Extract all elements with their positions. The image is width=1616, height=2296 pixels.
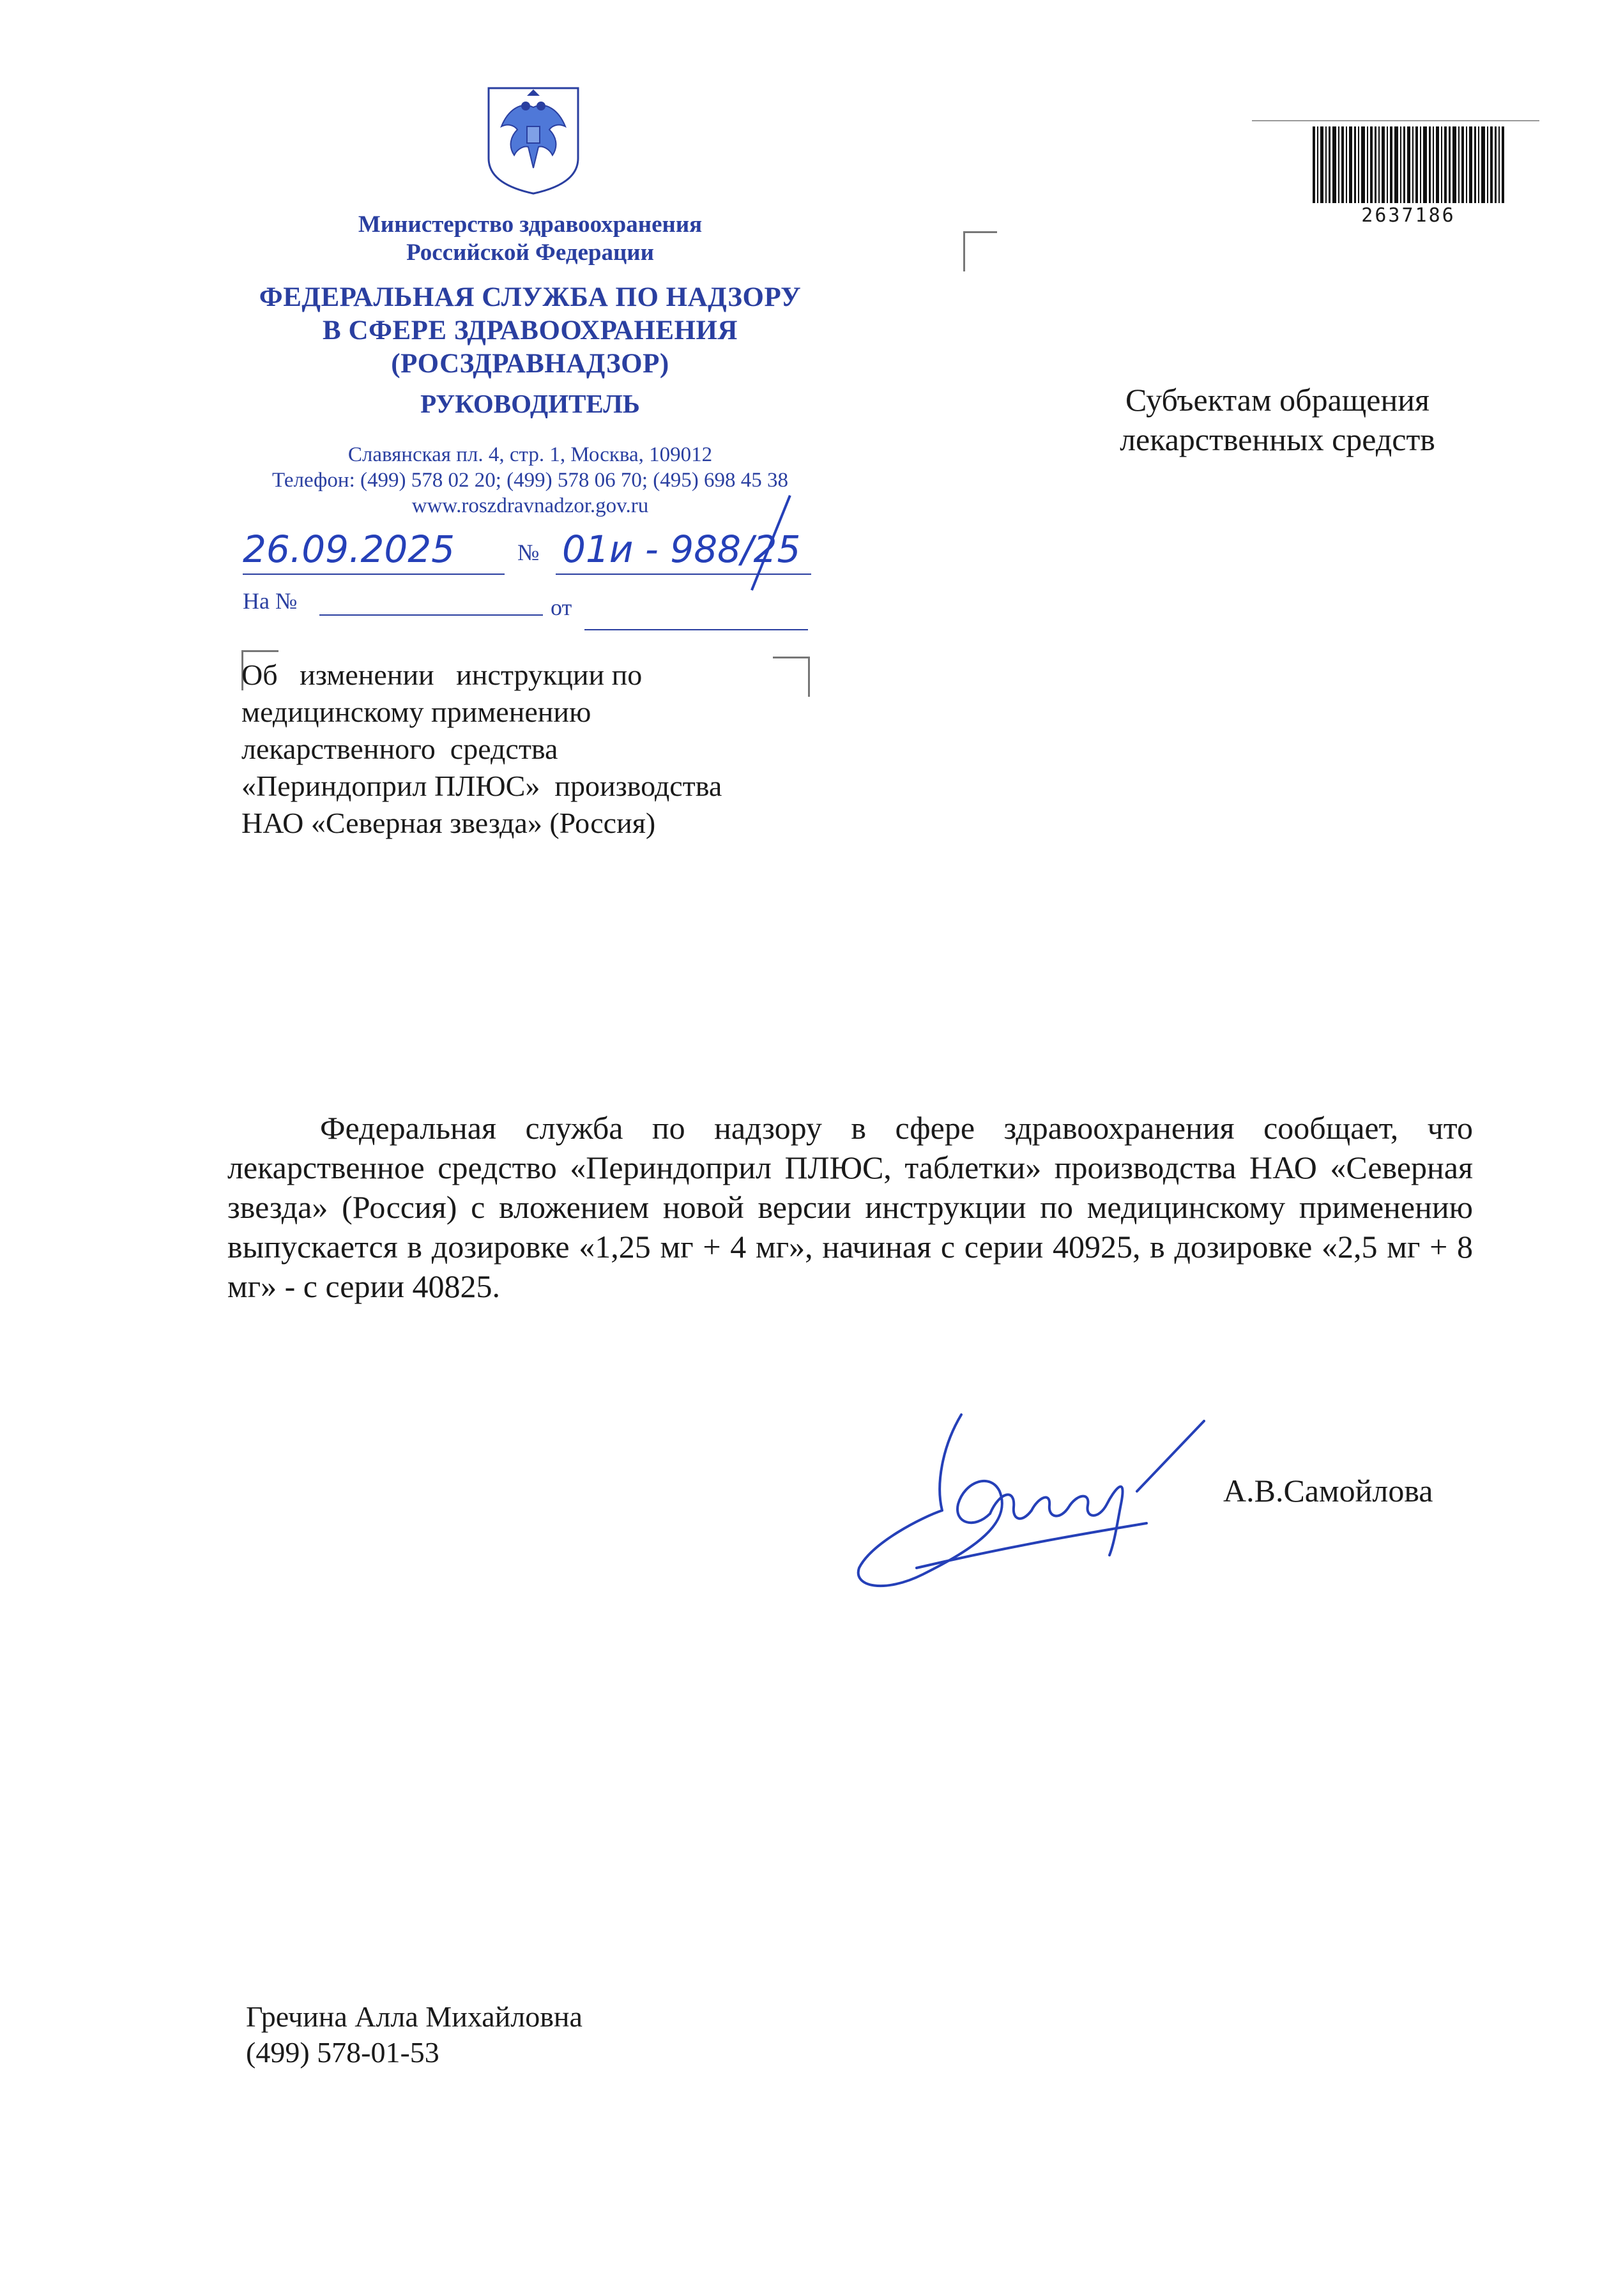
subject-line-5: НАО «Северная звезда» (Россия) [241,807,656,839]
reply-number-line [319,614,543,616]
executor-name: Гречина Алла Михайловна [246,2000,583,2033]
head-title: РУКОВОДИТЕЛЬ [420,389,640,418]
website: www.roszdravnadzor.gov.ru [411,494,649,517]
ministry-line-1: Министерство здравоохранения [358,211,703,238]
executor-phone: (499) 578-01-53 [246,2036,439,2069]
letter-body: Федеральная служба по надзору в сфере здравоохранения сообщает, что лекарственное средство «Периндоприл ПЛЮС, таблетки» производства НАО «Северная звезда» (Россия) с вложением новой версии инструкции по медицинскому применению выпускается в дозировке «1,25 мг + 4 мг», начиная с серии 40925, в дозировке «2,5 мг + 8 мг» - с серии 40825. [227,1110,1473,1304]
signer-name: А.В.Самойлова [1223,1473,1433,1509]
reply-number-label: На № [243,588,298,614]
recipient-line-2: лекарственных средств [1120,422,1435,457]
recipient [1022,380,1533,459]
subject-line-4: «Периндоприл ПЛЮС» производства [241,770,722,802]
barcode-top-line [1252,120,1539,121]
barcode-icon [1313,126,1504,203]
executor [246,1999,583,2071]
letterhead-contacts [211,442,850,519]
service-line-3: (РОСЗДРАВНАДЗОР) [391,349,669,379]
reply-date-label: от [551,595,572,620]
service-name [211,281,850,381]
service-line-1: ФЕДЕРАЛЬНАЯ СЛУЖБА ПО НАДЗОРУ [259,282,802,312]
coat-of-arms-emblem-icon [482,82,584,197]
recipient-line-1: Субъектам обращения [1125,382,1429,418]
subject-line-1: Об изменении инструкции по [241,658,643,691]
outgoing-date: 26.09.2025 [243,528,455,571]
outgoing-number: 01и - 988/25 [562,528,801,571]
subject-corner-right [773,657,810,697]
subject-line-2: медицинскому применению [241,696,591,728]
recipient-corner-mark [963,231,997,271]
number-underline [556,574,811,575]
subject-line-3: лекарственного средства [241,733,558,765]
number-label: № [517,540,540,565]
service-line-2: В СФЕРЕ ЗДРАВООХРАНЕНИЯ [323,316,738,346]
phones: Телефон: (499) 578 02 20; (499) 578 06 70; (495) 698 45 38 [271,469,789,492]
address: Славянская пл. 4, стр. 1, Москва, 109012 [347,443,713,466]
ministry-name [243,211,818,267]
barcode-number: 2637186 [1361,204,1456,227]
ministry-line-2: Российской Федерации [406,239,654,266]
handwritten-signature-icon [846,1395,1230,1600]
letter-subject [241,657,722,842]
reply-date-line [584,629,808,630]
date-underline [243,574,505,575]
